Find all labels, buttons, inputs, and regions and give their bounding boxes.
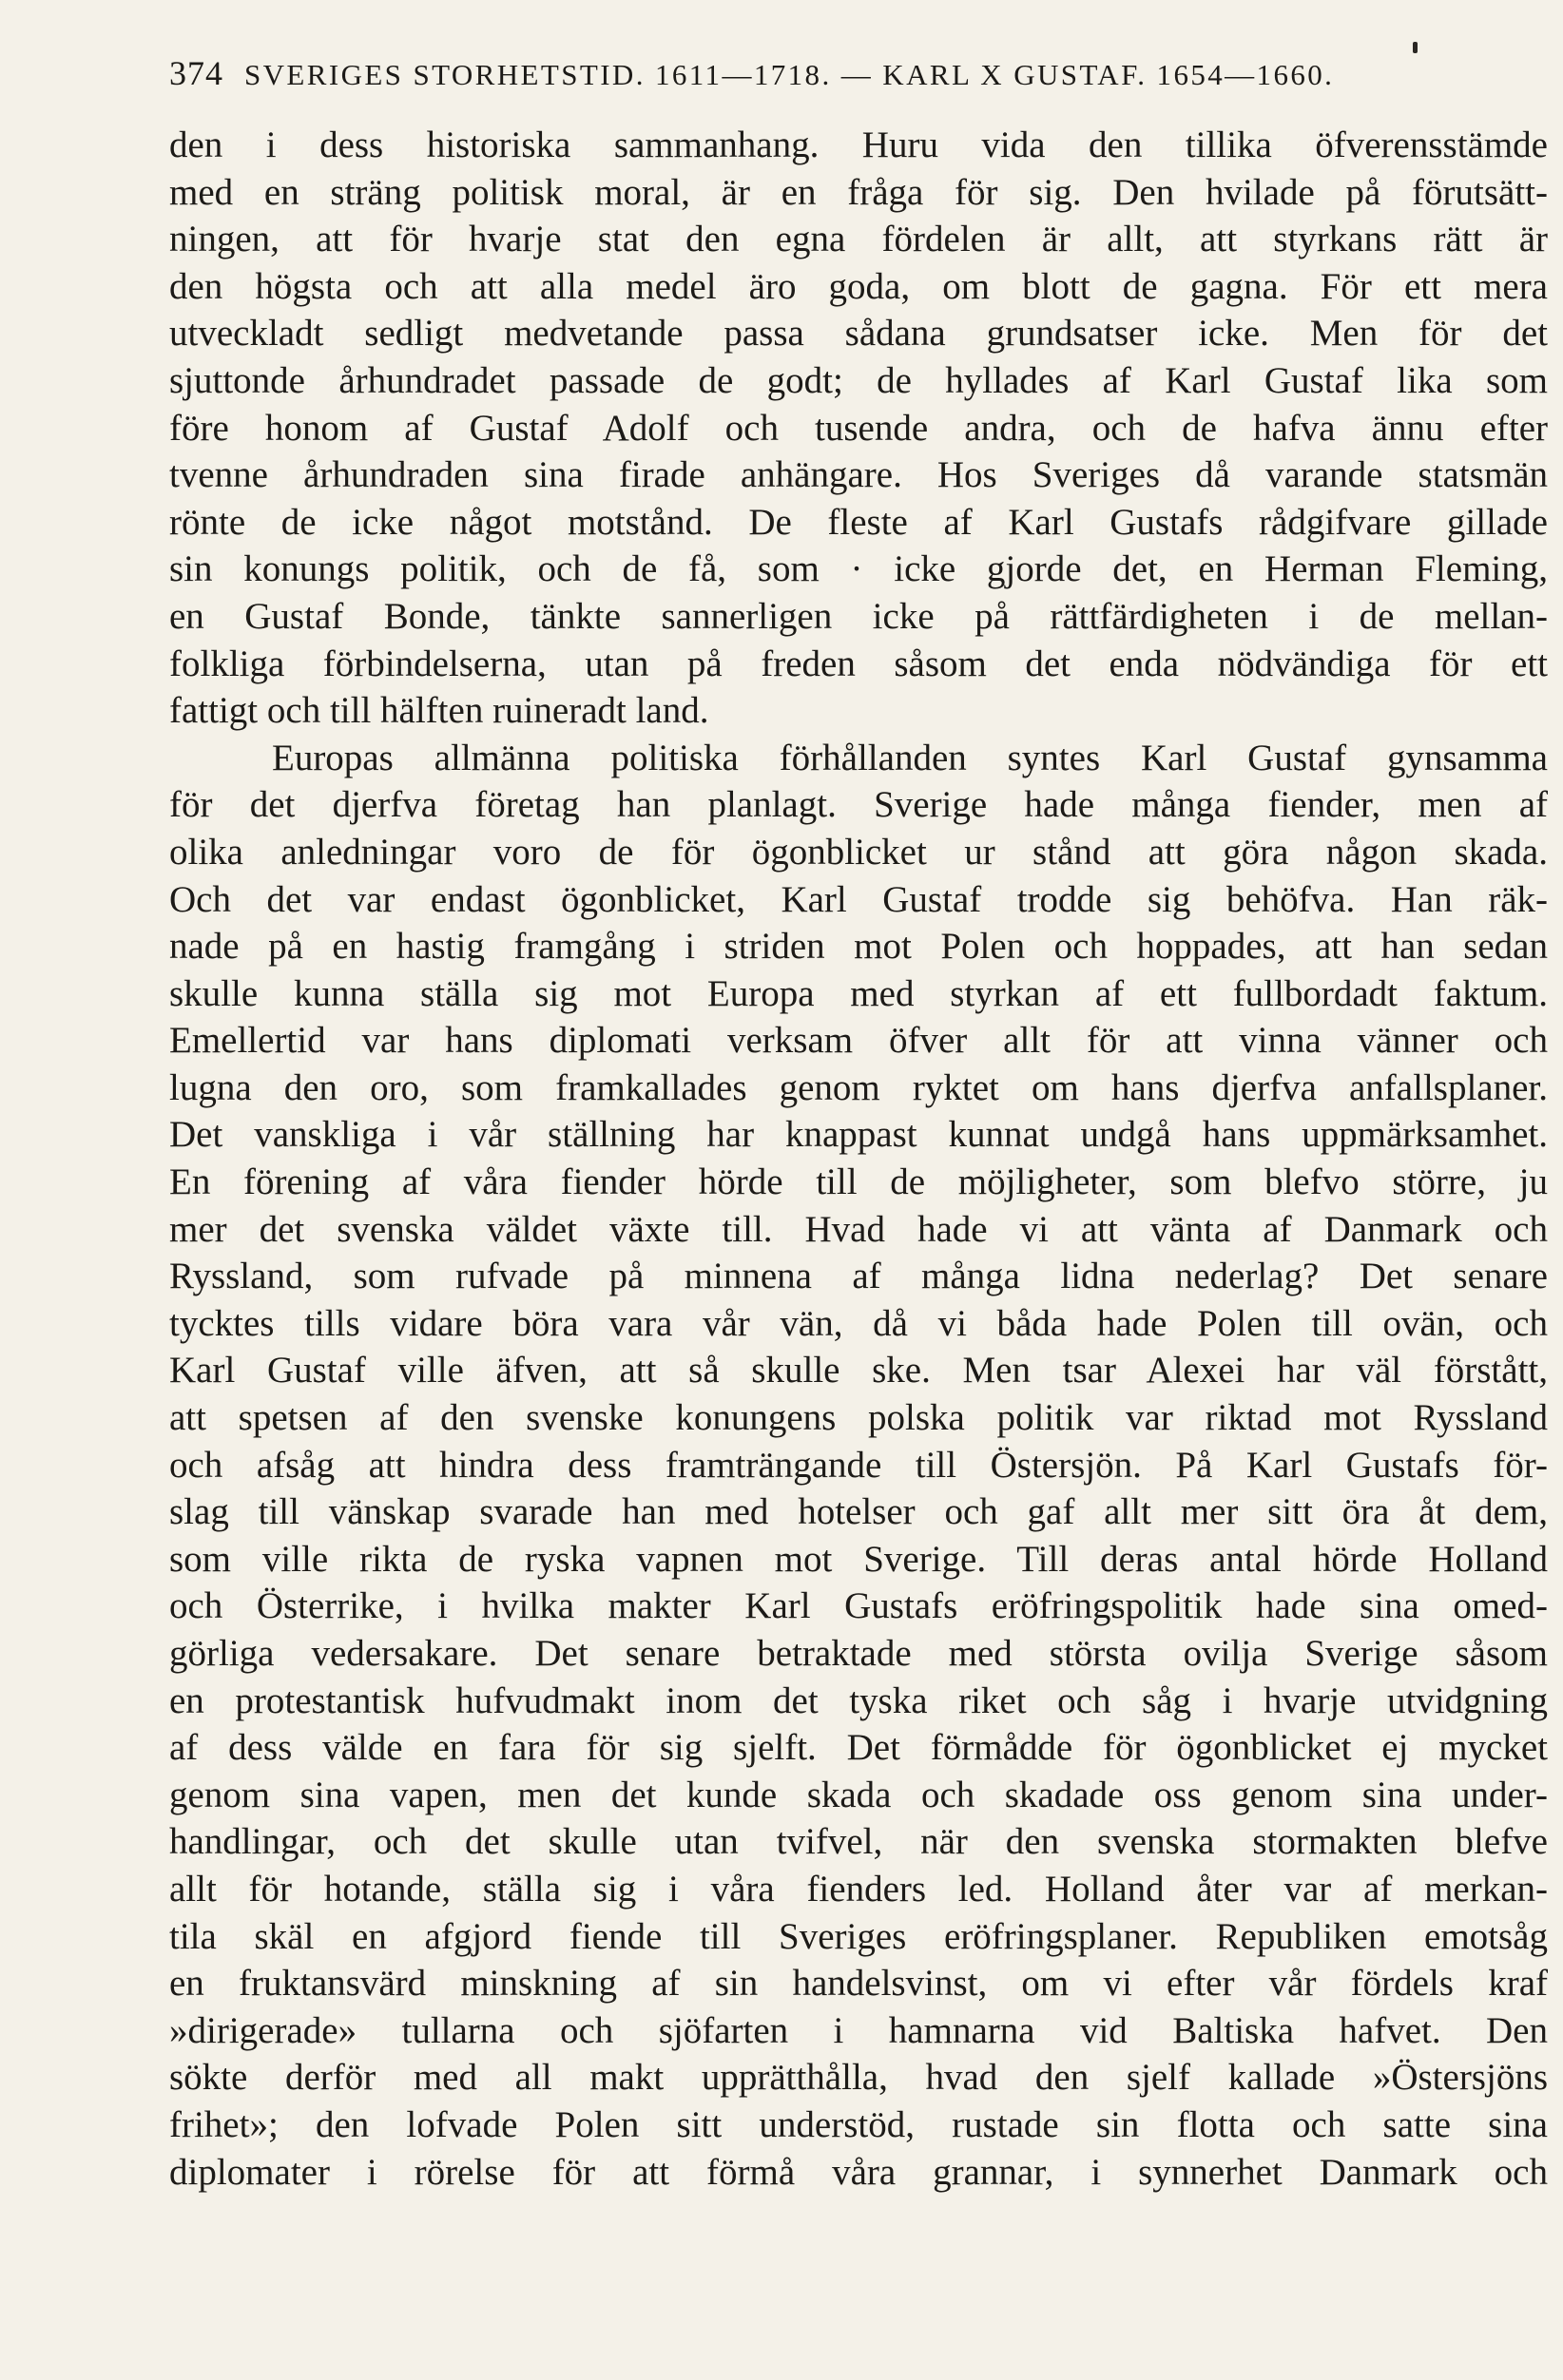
body-text [169,122,1548,2196]
text-line: som ville rikta de ryska vapnen mot Sverige. Till deras antal hörde Holland [169,1538,1548,1580]
text-line: af dess välde en fara för sig sjelft. Det förmådde för ögonblicket ej mycket [169,1727,1548,1769]
text-line: mer det svenska väldet växte till. Hvad hade vi att vänta af Danmark och [169,1208,1548,1250]
running-title: SVERIGES STORHETSTID. 1611—1718. — KARL X GUSTAF. 1654—1660. [244,58,1335,91]
text-line: för det djerfva företag han planlagt. Sverige hade många fiender, men af [169,784,1548,826]
text-line: »dirigerade» tullarna och sjöfarten i hamnarna vid Baltiska hafvet. Den [169,2009,1548,2051]
text-line: att spetsen af den svenske konungens polska politik var riktad mot Ryssland [169,1397,1548,1439]
text-line: en protestantisk hufvudmakt inom det tyska riket och såg i hvarje utvidgning [169,1679,1548,1721]
text-line: tvenne århundraden sina firade anhängare. Hos Sveriges då varande statsmän [169,454,1548,496]
text-line: sin konungs politik, och de få, som · icke gjorde det, en Herman Fleming, [169,548,1548,590]
text-line: före honom af Gustaf Adolf och tusende andra, och de hafva ännu efter [169,407,1548,449]
page-number: 374 [169,54,223,92]
text-line: tila skäl en afgjord fiende till Sveriges eröfringsplaner. Republiken emotsåg [169,1915,1548,1957]
text-line: och Österrike, i hvilka makter Karl Gustafs eröfringspolitik hade sina omed- [169,1585,1548,1627]
text-line: nade på en hastig framgång i striden mot Polen och hoppades, att han sedan [169,926,1548,968]
text-line: Emellertid var hans diplomati verksam öfver allt för att vinna vänner och [169,1020,1548,1062]
text-line: allt för hotande, ställa sig i våra fienders led. Holland åter var af merkan- [169,1868,1548,1910]
text-line: och afsåg att hindra dess framträngande till Östersjön. På Karl Gustafs för- [169,1444,1548,1486]
text-line: sjuttonde århundradet passade de godt; de hyllades af Karl Gustaf lika som [169,359,1548,401]
text-line: görliga vedersakare. Det senare betraktade med största ovilja Sverige såsom [169,1633,1548,1674]
text-line: frihet»; den lofvade Polen sitt understöd, rustade sin flotta och satte sina [169,2103,1548,2145]
text-line: slag till vänskap svarade han med hotelser och gaf allt mer sitt öra åt dem, [169,1491,1548,1533]
text-line: tycktes tills vidare böra vara vår vän, då vi båda hade Polen till ovän, och [169,1302,1548,1344]
text-line: handlingar, och det skulle utan tvifvel, när den svenska stormakten blefve [169,1821,1548,1863]
print-speck [1413,42,1418,53]
text-line: skulle kunna ställa sig mot Europa med styrkan af ett fullbordadt faktum. [169,972,1548,1014]
text-line: sökte derför med all makt upprätthålla, hvad den sjelf kallade »Östersjöns [169,2057,1548,2099]
text-line: Europas allmänna politiska förhållanden syntes Karl Gustaf gynsamma [272,737,1548,778]
text-line: genom sina vapen, men det kunde skada och skadade oss genom sina under- [169,1774,1548,1815]
text-line: Karl Gustaf ville äfven, att så skulle ske. Men tsar Alexei har väl förstått, [169,1350,1548,1392]
text-line: den högsta och att alla medel äro goda, om blott de gagna. För ett mera [169,265,1548,307]
text-line: En förening af våra fiender hörde till de möjligheter, som blefvo större, ju [169,1161,1548,1203]
text-line: lugna den oro, som framkallades genom ryktet om hans djerfva anfallsplaner. [169,1066,1548,1108]
text-line: diplomater i rörelse för att förmå våra grannar, i synnerhet Danmark och [169,2151,1548,2193]
text-line: fattigt och till hälften ruineradt land. [169,690,709,732]
text-line: en fruktansvärd minskning af sin handelsvinst, om vi efter vår fördels kraf [169,1963,1548,2005]
text-line: den i dess historiska sammanhang. Huru vida den tillika öfverensstämde [169,125,1548,165]
running-header [169,53,1453,110]
text-line: Och det var endast ögonblicket, Karl Gustaf trodde sig behöfva. Han räk- [169,878,1548,920]
text-line: Ryssland, som rufvade på minnena af många lidna nederlag? Det senare [169,1256,1548,1297]
text-line: Det vanskliga i vår ställning har knappast kunnat undgå hans uppmärksamhet. [169,1114,1548,1156]
text-line: utveckladt sedligt medvetande passa sådana grundsatser icke. Men för det [169,313,1548,355]
text-line: en Gustaf Bonde, tänkte sannerligen icke på rättfärdigheten i de mellan- [169,595,1548,637]
text-line: med en sträng politisk moral, är en fråga för sig. Den hvilade på förutsätt- [169,171,1548,213]
text-line: folkliga förbindelserna, utan på freden såsom det enda nödvändiga för ett [169,643,1548,684]
text-line: olika anledningar voro de för ögonblicket ur stånd att göra någon skada. [169,831,1548,873]
text-line: ningen, att för hvarje stat den egna fördelen är allt, att styrkans rätt är [169,219,1548,260]
text-line: rönte de icke något motstånd. De fleste af Karl Gustafs rådgifvare gillade [169,501,1548,543]
